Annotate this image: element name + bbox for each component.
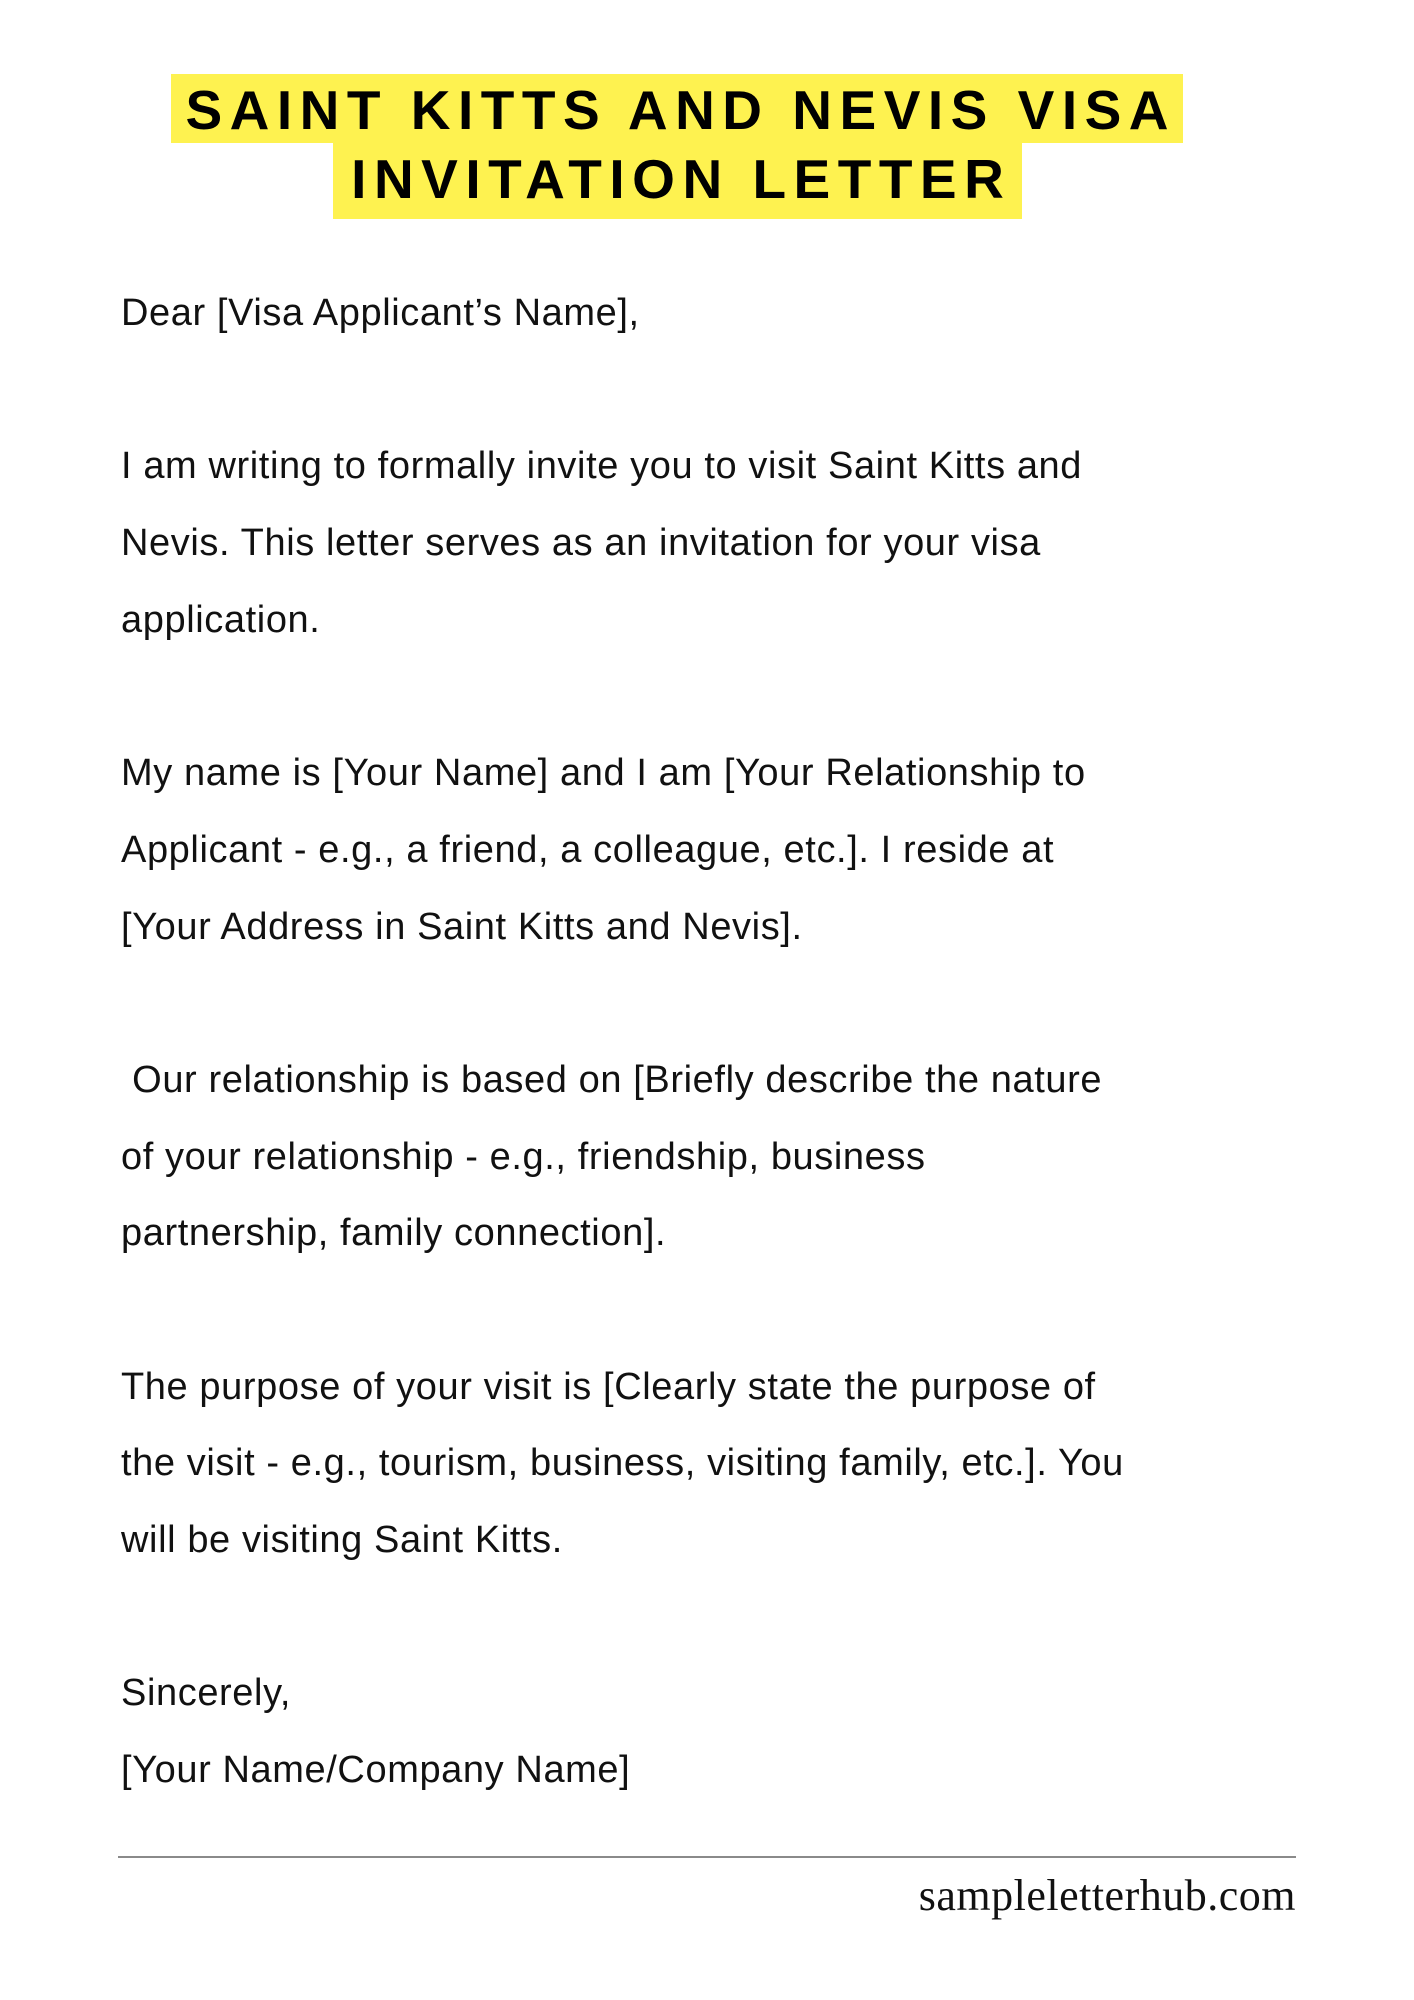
- paragraph-line: of your relationship - e.g., friendship, business: [121, 1135, 926, 1178]
- title-highlight-line-2: [333, 143, 1022, 219]
- paragraph-line: Our relationship is based on [Briefly describe the nature: [121, 1058, 1103, 1101]
- blank-line: [121, 1579, 1381, 1656]
- paragraph-line: the visit - e.g., tourism, business, visiting family, etc.]. You: [121, 1442, 1124, 1485]
- paragraph-purpose: [121, 1349, 1381, 1579]
- letter-body: [121, 275, 1381, 1809]
- page-title-line-1: SAINT KITTS AND NEVIS VISA: [185, 79, 1177, 141]
- blank-line: [121, 965, 1381, 1042]
- paragraph-introduction: [121, 735, 1381, 965]
- closing: Sincerely,: [121, 1672, 292, 1715]
- paragraph-relationship: [121, 1042, 1381, 1272]
- paragraph-line: partnership, family connection].: [121, 1212, 667, 1255]
- title-highlight-line-1: [171, 74, 1183, 143]
- paragraph-line: I am writing to formally invite you to visit Saint Kitts and: [121, 445, 1083, 488]
- blank-line: [121, 658, 1381, 735]
- paragraph-invitation: [121, 428, 1381, 658]
- paragraph-line: Applicant - e.g., a friend, a colleague, etc.]. I reside at: [121, 828, 1055, 871]
- paragraph-line: will be visiting Saint Kitts.: [121, 1519, 563, 1561]
- footer-website: sampleletterhub.com: [918, 1871, 1296, 1920]
- paragraph-line: My name is [Your Name] and I am [Your Relationship to: [121, 752, 1086, 795]
- paragraph-line: Nevis. This letter serves as an invitation for your visa: [121, 522, 1041, 565]
- paragraph-line: The purpose of your visit is [Clearly state the purpose of: [121, 1365, 1096, 1408]
- signature: [Your Name/Company Name]: [121, 1749, 631, 1792]
- blank-line: [121, 1272, 1381, 1349]
- salutation: Dear [Visa Applicant’s Name],: [121, 292, 640, 334]
- page-title-line-2: INVITATION LETTER: [351, 147, 1012, 210]
- blank-line: [121, 352, 1381, 429]
- footer-divider: [118, 1856, 1296, 1858]
- paragraph-line: [Your Address in Saint Kitts and Nevis].: [121, 905, 803, 948]
- paragraph-line: application.: [121, 598, 321, 641]
